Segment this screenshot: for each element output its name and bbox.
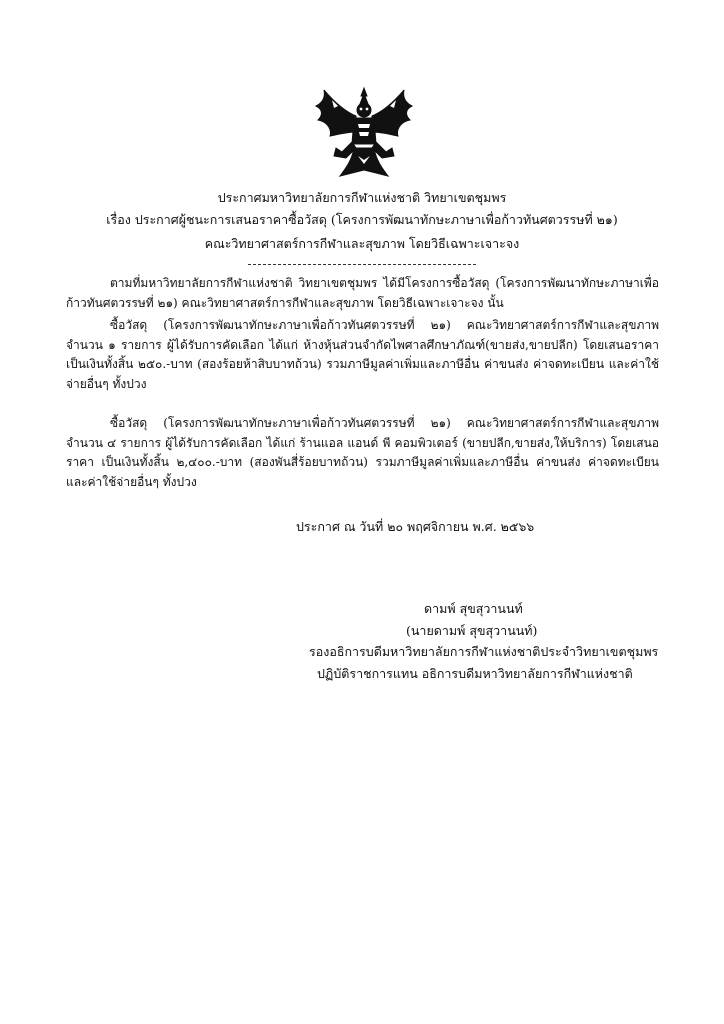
signature-position: รองอธิการบดีมหาวิทยาลัยการกีฬาแห่งชาติประจำวิทยาเขตชุมพร — [309, 644, 659, 659]
garuda-emblem-icon — [312, 86, 416, 178]
dashed-divider — [248, 264, 476, 265]
announcement-date: ประกาศ ณ วันที่ ๒๐ พฤศจิกายน พ.ศ. ๒๕๖๖ — [296, 519, 535, 534]
announcement-subject: เรื่อง ประกาศผู้ชนะการเสนอราคาซื้อวัสดุ (โครงการพัฒนาทักษะภาษาเพื่อก้าวทันศตวรรษที่ ๒๑) — [106, 212, 618, 227]
paragraph-award-2: ซื้อวัสดุ (โครงการพัฒนาทักษะภาษาเพื่อก้าวทันศตวรรษที่ ๒๑) คณะวิทยาศาสตร์การกีฬาและสุขภาพ จำนวน ๔ รายการ ผู้ได้รับการคัดเลือก ได้แก่ ร้านแอล แอนด์ พี คอมพิวเตอร์ (ขายปลีก,ขายส่ง,ให้บริการ) โดยเสนอราคา เป็นเงินทั้งสิ้น ๒,๔๐๐.-บาท (สองพันสี่ร้อยบาทถ้วน) รวมภาษีมูลค่าเพิ่มและภาษีอื่น ค่าขนส่ง ค่าจดทะเบียน และค่าใช้จ่ายอื่นๆ ทั้งปวง — [66, 416, 659, 489]
signature-acting: ปฏิบัติราชการแทน อธิการบดีมหาวิทยาลัยการกีฬาแห่งชาติ — [317, 666, 633, 681]
paragraph-award-1: ซื้อวัสดุ (โครงการพัฒนาทักษะภาษาเพื่อก้าวทันศตวรรษที่ ๒๑) คณะวิทยาศาสตร์การกีฬาและสุขภาพ จำนวน ๑ รายการ ผู้ได้รับการคัดเลือก ได้แก่ ห้างหุ้นส่วนจำกัดไพศาลศึกษาภัณฑ์(ขายส่ง,ขายปลีก) โดยเสนอราคา เป็นเงินทั้งสิ้น ๒๕๐.-บาท (สองร้อยห้าสิบบาทถ้วน) รวมภาษีมูลค่าเพิ่มและภาษีอื่น ค่าขนส่ง ค่าจดทะเบียน และค่าใช้จ่ายอื่นๆ ทั้งปวง — [66, 318, 659, 391]
announcement-title: ประกาศมหาวิทยาลัยการกีฬาแห่งชาติ วิทยาเขตชุมพร — [217, 190, 507, 205]
announcement-faculty: คณะวิทยาศาสตร์การกีฬาและสุขภาพ โดยวิธีเฉพาะเจาะจง — [204, 236, 520, 251]
signature-full-name: (นายดามพ์ สุขสุวานนท์) — [406, 623, 538, 638]
paragraph-intro: ตามที่มหาวิทยาลัยการกีฬาแห่งชาติ วิทยาเขตชุมพร ได้มีโครงการซื้อวัสดุ (โครงการพัฒนาทักษะภาษาเพื่อก้าวทันศตวรรษที่ ๒๑) คณะวิทยาศาสตร์การกีฬาและสุขภาพ โดยวิธีเฉพาะเจาะจง นั้น — [66, 276, 659, 310]
signature-signed-name: ดามพ์ สุขสุวานนท์ — [424, 601, 523, 616]
